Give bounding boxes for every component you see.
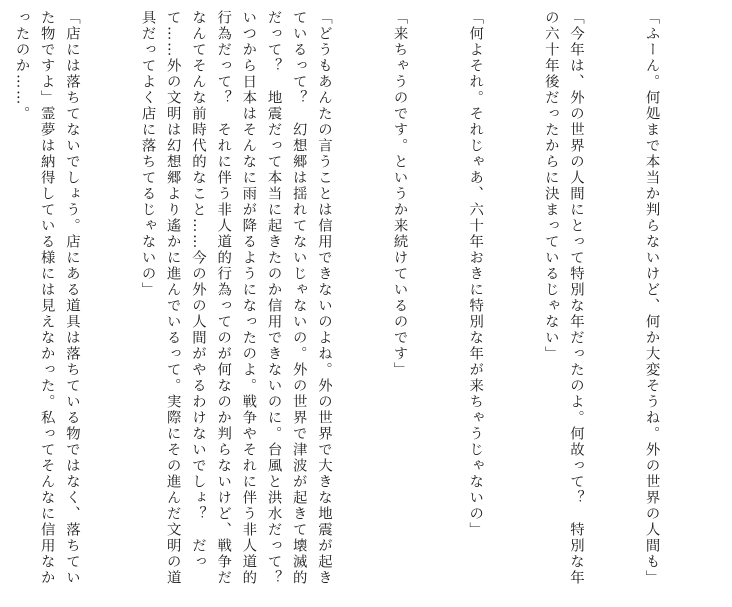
paragraph: 「今年は、外の世界の人間にとって特別な年だったのよ。何故って？ 特別な年の六十年後だったからに決まっているじゃない」 [542, 10, 584, 586]
paragraph: 「店には落ちてないでしょう。店にある道具は落ちている物ではなく、落ちていた物ですよ」霊夢は納得している様には見えなかった。私ってそんなに信用なかったのか……。 [13, 10, 80, 586]
paragraph: 「ふーん。何処まで本当か判らないけど、何か大変そうね。外の世界の人間も」 [643, 10, 660, 586]
vertical-text-block [0, 10, 714, 600]
paragraph: 「何よそれ。それじゃあ、六十年おきに特別な年が来ちゃうじゃないの」 [467, 10, 484, 538]
paragraph: 「来ちゃうのです。というか来続けているのです」 [391, 10, 408, 378]
paragraph: 「どうもあんたの言うことは信用できないのよね。外の世界で大きな地震が起きているって？ 幻想郷は揺れてないじゃないの。外の世界で津波が起きて壊滅的だって？ 地震だって本当に起きたのか信用できないのに。台風と洪水だって？ いつから日本はそんなに雨が降るようになったのよ。戦争やそれに伴う非人道的行為だって？ それに伴う非人道的行為ってのが何なのか判らないけど、戦争だなんてそんな前時代的なこと……今の外の人間がやるわけないでしょ？ だって……外の文明は幻想郷より遙かに進んでいるって。実際にその進んだ文明の道具だってよく店に落ちてるじゃないの」 [139, 10, 332, 602]
